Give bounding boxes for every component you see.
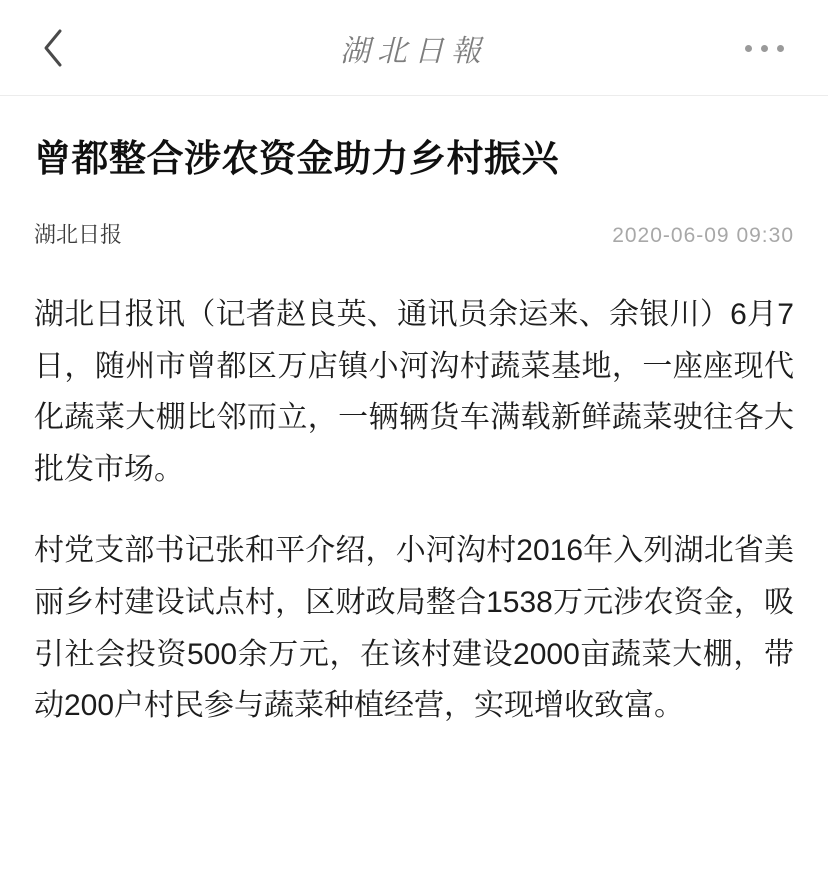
more-dots-icon	[745, 45, 784, 52]
dot-3	[777, 45, 784, 52]
chevron-left-icon	[40, 26, 66, 70]
article-source: 湖北日报	[34, 221, 123, 247]
dot-2	[761, 45, 768, 52]
dot-1	[745, 45, 752, 52]
top-navigation-bar	[0, 0, 828, 96]
article-meta	[34, 218, 794, 249]
publication-title	[0, 0, 828, 96]
article-body	[34, 289, 794, 732]
more-options-button[interactable]	[724, 26, 784, 70]
publication-title-text: 湖北日報	[340, 34, 488, 69]
article-paragraph: 村党支部书记张和平介绍，小河沟村2016年入列湖北省美丽乡村建设试点村，区财政局整合1538万元涉农资金，吸引社会投资500余万元，在该村建设2000亩蔬菜大棚，带动200户村民参与蔬菜种植经营，实现增收致富。	[34, 534, 794, 723]
article-headline: 曾都整合涉农资金助力乡村振兴	[34, 138, 559, 179]
article-timestamp: 2020-06-09 09:30	[612, 223, 794, 247]
article-content	[0, 96, 828, 732]
article-paragraph: 湖北日报讯（记者赵良英、通讯员余运来、余银川）6月7日，随州市曾都区万店镇小河沟村蔬菜基地，一座座现代化蔬菜大棚比邻而立，一辆辆货车满载新鲜蔬菜驶往各大批发市场。	[34, 297, 794, 486]
back-button[interactable]	[40, 26, 84, 70]
